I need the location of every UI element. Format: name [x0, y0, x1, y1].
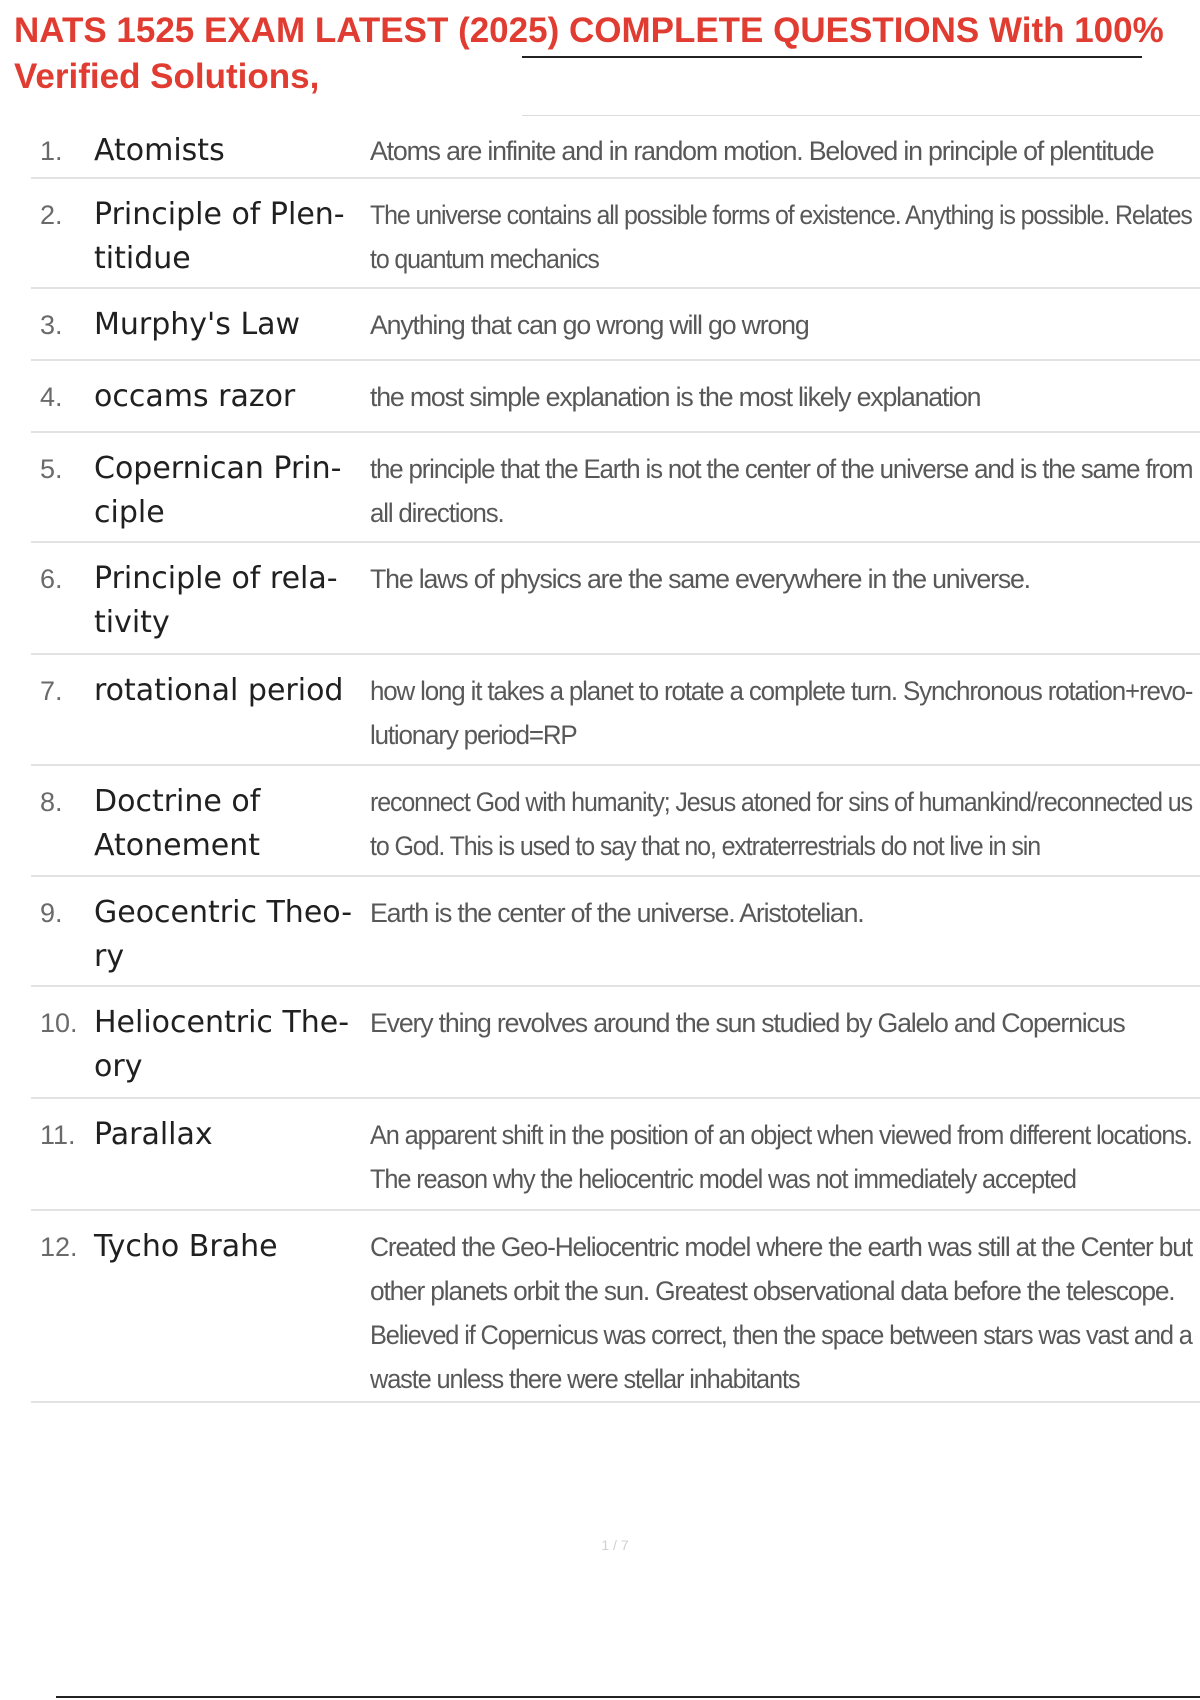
item-number: 11.	[40, 1120, 76, 1150]
item-number: 7.	[40, 676, 63, 706]
item-number: 10.	[40, 1008, 78, 1038]
item-definition-line: the principle that the Earth is not the center of the universe and is the same from	[370, 454, 1193, 484]
item-definition-line: reconnect God with humanity; Jesus atoned for sins of humankind/reconnected us	[370, 787, 1192, 817]
item-number: 12.	[40, 1232, 78, 1262]
item-definition-line: The reason why the heliocentric model was not immediately accepted	[370, 1164, 1076, 1194]
table-row	[31, 655, 1200, 766]
table-row	[31, 543, 1200, 655]
item-term-line: tivity	[94, 605, 170, 640]
item-definition	[370, 1211, 1200, 1401]
item-term: Tycho Brahe	[94, 1229, 278, 1264]
item-term: occams razor	[94, 379, 296, 414]
bottom-rule	[56, 1696, 1200, 1698]
item-term-line: ciple	[94, 495, 165, 530]
item-term-line: Heliocentric The-	[94, 1005, 350, 1040]
item-number: 1.	[40, 136, 63, 166]
item-term	[94, 433, 370, 541]
table-row	[31, 877, 1200, 987]
item-definition-line: An apparent shift in the position of an object when viewed from different locations.	[370, 1120, 1192, 1150]
table-row	[31, 987, 1200, 1099]
item-definition-line: how long it takes a planet to rotate a complete turn. Synchronous rotation+revo-	[370, 676, 1193, 706]
table-row	[31, 361, 1200, 433]
item-term-line: Principle of rela-	[94, 561, 338, 596]
item-term-line: Principle of Plen-	[94, 197, 345, 232]
table-row	[31, 1099, 1200, 1211]
item-definition	[370, 433, 1200, 541]
item-number: 6.	[40, 564, 63, 594]
item-definition: The laws of physics are the same everywhere in the universe.	[370, 564, 1030, 594]
item-term-line: ry	[94, 939, 125, 974]
item-term	[94, 543, 370, 653]
item-definition-line: waste unless there were stellar inhabitants	[370, 1364, 800, 1394]
item-number: 9.	[40, 898, 63, 928]
item-definition	[370, 655, 1200, 764]
table-row	[31, 1211, 1200, 1403]
item-term-line: Atonement	[94, 828, 261, 863]
table-row	[31, 115, 1200, 179]
item-term-line: titidue	[94, 241, 191, 276]
table-row	[31, 179, 1200, 289]
item-number: 2.	[40, 200, 63, 230]
item-definition: Every thing revolves around the sun studied by Galelo and Copernicus	[370, 1008, 1125, 1038]
table-row	[31, 433, 1200, 543]
item-definition-line: Believed if Copernicus was correct, then the space between stars was vast and a	[370, 1320, 1192, 1350]
item-definition-line: Created the Geo-Heliocentric model where the earth was still at the Center but	[370, 1232, 1192, 1262]
item-number: 3.	[40, 310, 63, 340]
item-term: Atomists	[94, 133, 225, 168]
item-definition-line: other planets orbit the sun. Greatest observational data before the telescope.	[370, 1276, 1175, 1306]
title-line-2: Verified Solutions,	[14, 57, 320, 96]
item-definition	[370, 766, 1200, 875]
item-definition: Anything that can go wrong will go wrong	[370, 310, 809, 340]
item-number: 4.	[40, 382, 63, 412]
item-term: rotational period	[94, 673, 344, 708]
title-line-1: NATS 1525 EXAM LATEST (2025) COMPLETE QUESTIONS With 100%	[14, 11, 1164, 50]
table-row	[31, 766, 1200, 877]
item-definition: the most simple explanation is the most likely explanation	[370, 382, 981, 412]
title-underline	[522, 56, 1142, 58]
table-row	[31, 289, 1200, 361]
item-term-line: Copernican Prin-	[94, 451, 342, 486]
item-term	[94, 987, 370, 1097]
item-definition: Atoms are infinite and in random motion. Beloved in principle of plentitude	[370, 136, 1154, 166]
item-definition-line: to quantum mechanics	[370, 244, 599, 274]
page-indicator: 1 / 7	[601, 1537, 629, 1553]
item-term: Murphy's Law	[94, 307, 301, 342]
item-term: Parallax	[94, 1117, 213, 1152]
item-definition	[370, 179, 1200, 287]
item-definition-line: lutionary period=RP	[370, 720, 577, 750]
item-number: 5.	[40, 454, 63, 484]
item-definition-line: to God. This is used to say that no, extraterrestrials do not live in sin	[370, 831, 1041, 861]
item-definition: Earth is the center of the universe. Aristotelian.	[370, 898, 864, 928]
item-definition	[370, 1099, 1200, 1209]
item-term	[94, 179, 370, 287]
item-number: 8.	[40, 787, 63, 817]
item-term	[94, 877, 370, 985]
item-term	[94, 766, 370, 875]
item-definition-line: all directions.	[370, 498, 504, 528]
item-term-line: ory	[94, 1049, 143, 1084]
qa-table	[31, 115, 1200, 1403]
item-definition-line: The universe contains all possible forms of existence. Anything is possible. Relates	[370, 200, 1192, 230]
item-term-line: Geocentric Theo-	[94, 895, 353, 930]
item-term-line: Doctrine of	[94, 784, 261, 819]
